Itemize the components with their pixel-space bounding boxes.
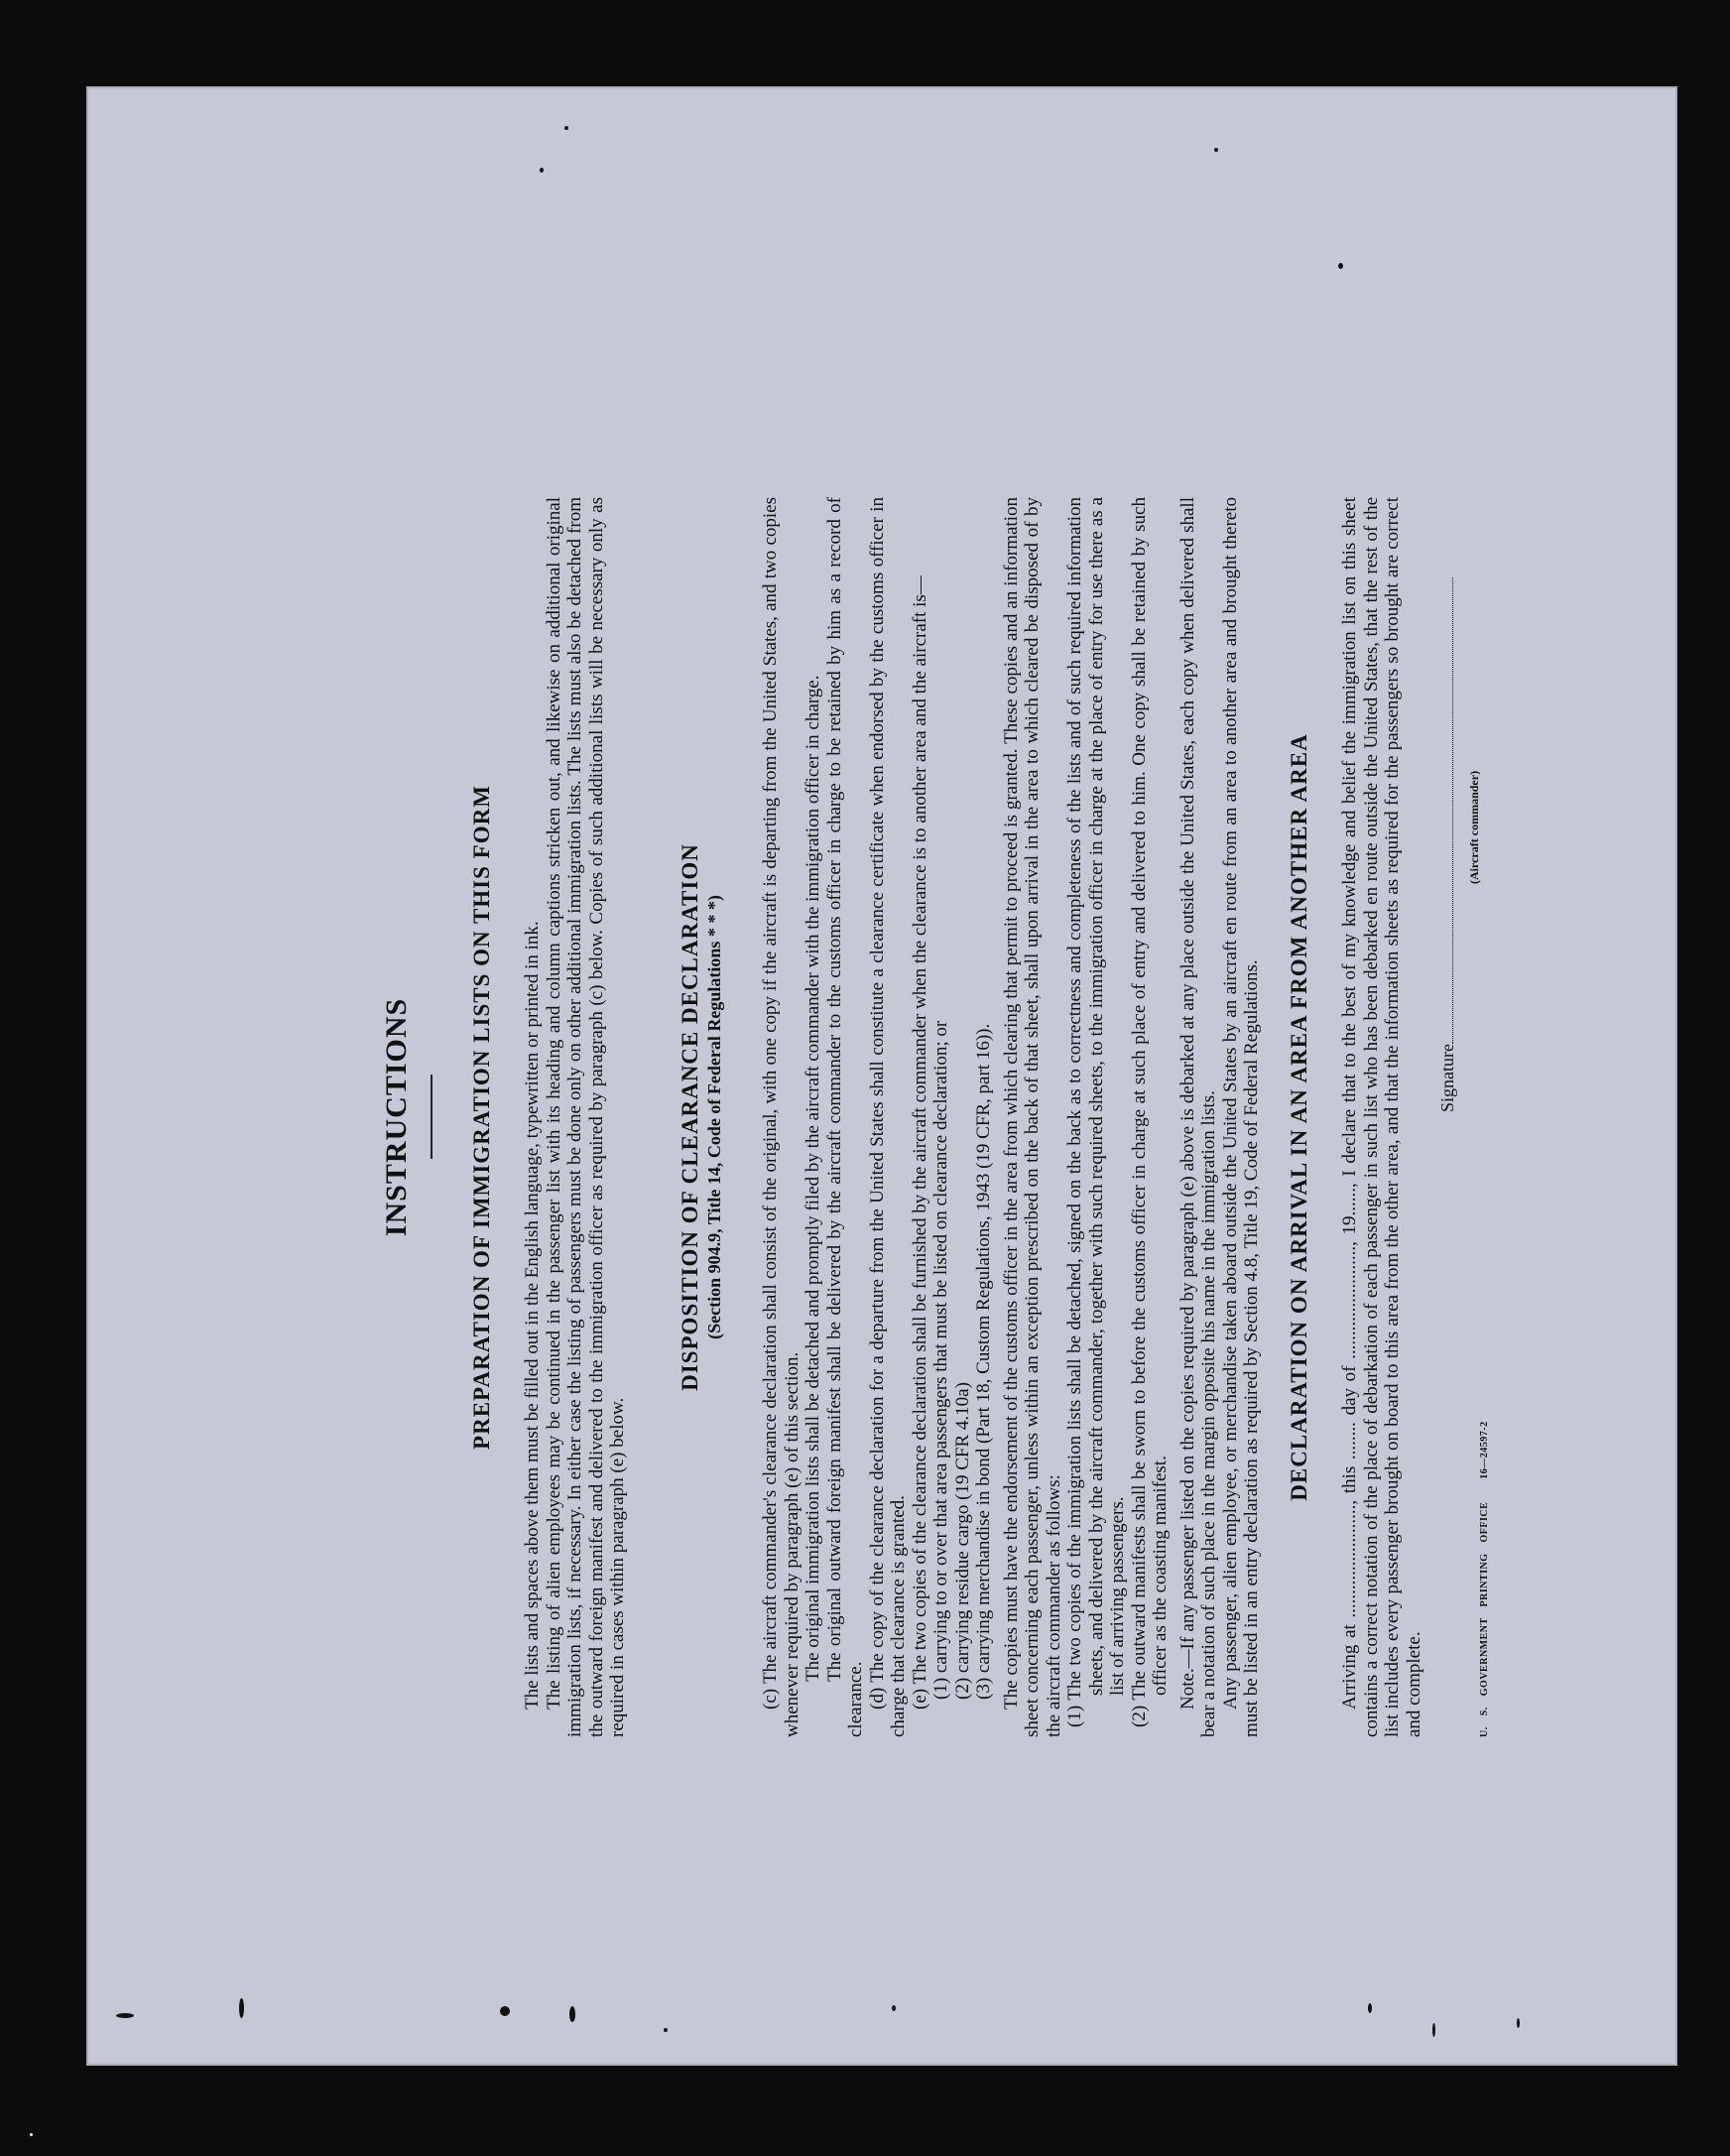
preparation-section: [522, 497, 629, 1737]
paragraph-d: (d) The copy of the clearance declaration for a departure from the United States shall constitute a clearance certificate when endorsed by the customs officer in charge that clearance is granted.: [866, 497, 909, 1737]
signature-caption: (Aircraft commander): [1467, 770, 1481, 884]
instructions-title: INSTRUCTIONS: [380, 997, 413, 1237]
scan-speck: [500, 2006, 510, 2016]
scan-speck: [564, 126, 568, 130]
clearance-section: [760, 497, 1263, 1737]
signature-field[interactable]: [1437, 577, 1459, 1112]
paragraph-e-item-3: (3) carrying merchandise in bond (Part 18, Custom Regulations, 1943 (19 CFR, part 16)).: [973, 1023, 994, 1700]
scan-speck: [239, 1998, 244, 2018]
scan-speck: [664, 2028, 668, 2032]
preparation-paragraph-1: The lists and spaces above them must be filled out in the English language, typewritten or printed in ink.: [522, 921, 543, 1710]
document-sheet: [86, 86, 1677, 2066]
title-divider: [431, 1076, 432, 1160]
declaration-heading: DECLARATION ON ARRIVAL IN AN AREA FROM ANOTHER AREA: [1287, 733, 1311, 1501]
scan-speck: [116, 2013, 134, 2018]
scan-speck: [1432, 2023, 1435, 2037]
paragraph-e: (e) The two copies of the clearance declaration shall be furnished by the aircraft commander when the clearance is to another area and the aircraft is—: [909, 575, 930, 1710]
clearance-heading-block: [677, 497, 726, 1737]
paragraph-e-item-2: (2) carrying residue cargo (19 CFR 4.10a): [951, 1382, 973, 1700]
instructions-title-block: [379, 497, 432, 1737]
form-number: 16—24597-2: [1479, 1421, 1490, 1479]
rotated-instructions-panel: [244, 249, 1553, 1886]
disposal-item-1: (1) The two copies of the immigration lists shall be detached, signed on the back as to correctness and completeness of the lists and of such required information sheets, and delivered by the aircraft commander, together with such required sheets, to the immigration officer in charge at the place of entry for use there as a list of arriving passengers.: [1064, 497, 1128, 1727]
scan-speck: [1214, 148, 1218, 152]
scan-speck: [30, 2133, 33, 2136]
note-paragraph: Note.—If any passenger listed on the copies required by paragraph (e) above is debarked at any place outside the United States, each copy when delivered shall bear a notation of such place in the margin opposite his name in the immigration lists.: [1176, 497, 1219, 1737]
preparation-heading: PREPARATION OF IMMIGRATION LISTS ON THIS FORM: [469, 785, 494, 1450]
scan-speck: [1368, 2003, 1372, 2013]
preparation-paragraph-2: The listing of alien employees may be continued in the passenger list with its heading and column captions stricken out, and likewise on additional original immigration lists, if necessary. In either case the listing of passengers must be done only on other additional immigration lists. The lists must also be detached from the outward foreign manifest and delivered to the immigration officer as required by paragraph (c) below. Copies of such additional lists will be necessary only as required in cases within paragraph (e) below.: [543, 497, 628, 1737]
signature-line[interactable]: [1452, 577, 1453, 1044]
signature-label: Signature: [1437, 1044, 1457, 1112]
paragraph-c-manifest: The original outward foreign manifest shall be delivered by the aircraft commander to the customs officer in charge to be retained by him as a record of clearance.: [823, 497, 866, 1737]
scan-speck: [540, 168, 544, 173]
printer-footer: [1474, 1421, 1496, 1737]
any-passenger-paragraph: Any passenger, alien employee, or merchandise taken aboard outside the United States by an aircraft en route from an area to another area and brought thereto must be listed in an entry declaration as required by Section 4.8, Title 19, Code of Federal Regulations.: [1219, 497, 1262, 1737]
disposal-item-2: (2) The outward manifests shall be sworn to before the customs officer in charge at such place of entry and delivered to him. One copy shall be retained by such officer as the coasting manifest.: [1128, 497, 1171, 1727]
scan-speck: [569, 2006, 575, 2022]
paragraph-c-original-lists: The original immigration lists shall be detached and promptly filed by the aircraft commander with the immigration officer in charge.: [803, 675, 823, 1682]
declaration-text: Arriving at ........................, this ........ day of ........................, 19......, I declare that to the best of my knowledge and belief the immigration list on this sheet contains a correct notation of the place of debarkation of each passenger in such list who has been debarked en route outside the United States, that the rest of the list includes every passenger brought on board to this area from the other area, and that the information sheets as required for the passengers so brought are correct and complete.: [1339, 497, 1424, 1737]
scan-speck: [1338, 263, 1343, 269]
scan-speck: [892, 2005, 896, 2011]
clearance-heading: DISPOSITION OF CLEARANCE DECLARATION: [678, 843, 702, 1391]
paragraph-c: (c) The aircraft commander's clearance declaration shall consist of the original, with one copy if the aircraft is departing from the United States, and two copies whenever required by paragraph (e) of this section.: [760, 497, 803, 1737]
scan-speck: [1517, 2018, 1520, 2028]
copies-paragraph: The copies must have the endorsement of the customs officer in the area from which clearing that permit to proceed is granted. These copies and an information sheet concerning each passenger, unless within an exception prescribed on the back of that sheet, shall upon arrival in the area to which cleared be disposed of by the aircraft commander as follows:: [1000, 497, 1064, 1737]
clearance-subheading: (Section 904.9, Title 14, Code of Federal Regulations * * *): [704, 895, 724, 1339]
preparation-heading-block: [468, 497, 496, 1737]
paragraph-e-item-1: (1) carrying to or over that area passengers that must be listed on clearance declaration; or: [930, 1020, 951, 1700]
declaration-section: [1339, 497, 1424, 1737]
printer-name: U. S. GOVERNMENT PRINTING OFFICE: [1479, 1501, 1490, 1737]
declaration-heading-block: [1286, 497, 1313, 1737]
